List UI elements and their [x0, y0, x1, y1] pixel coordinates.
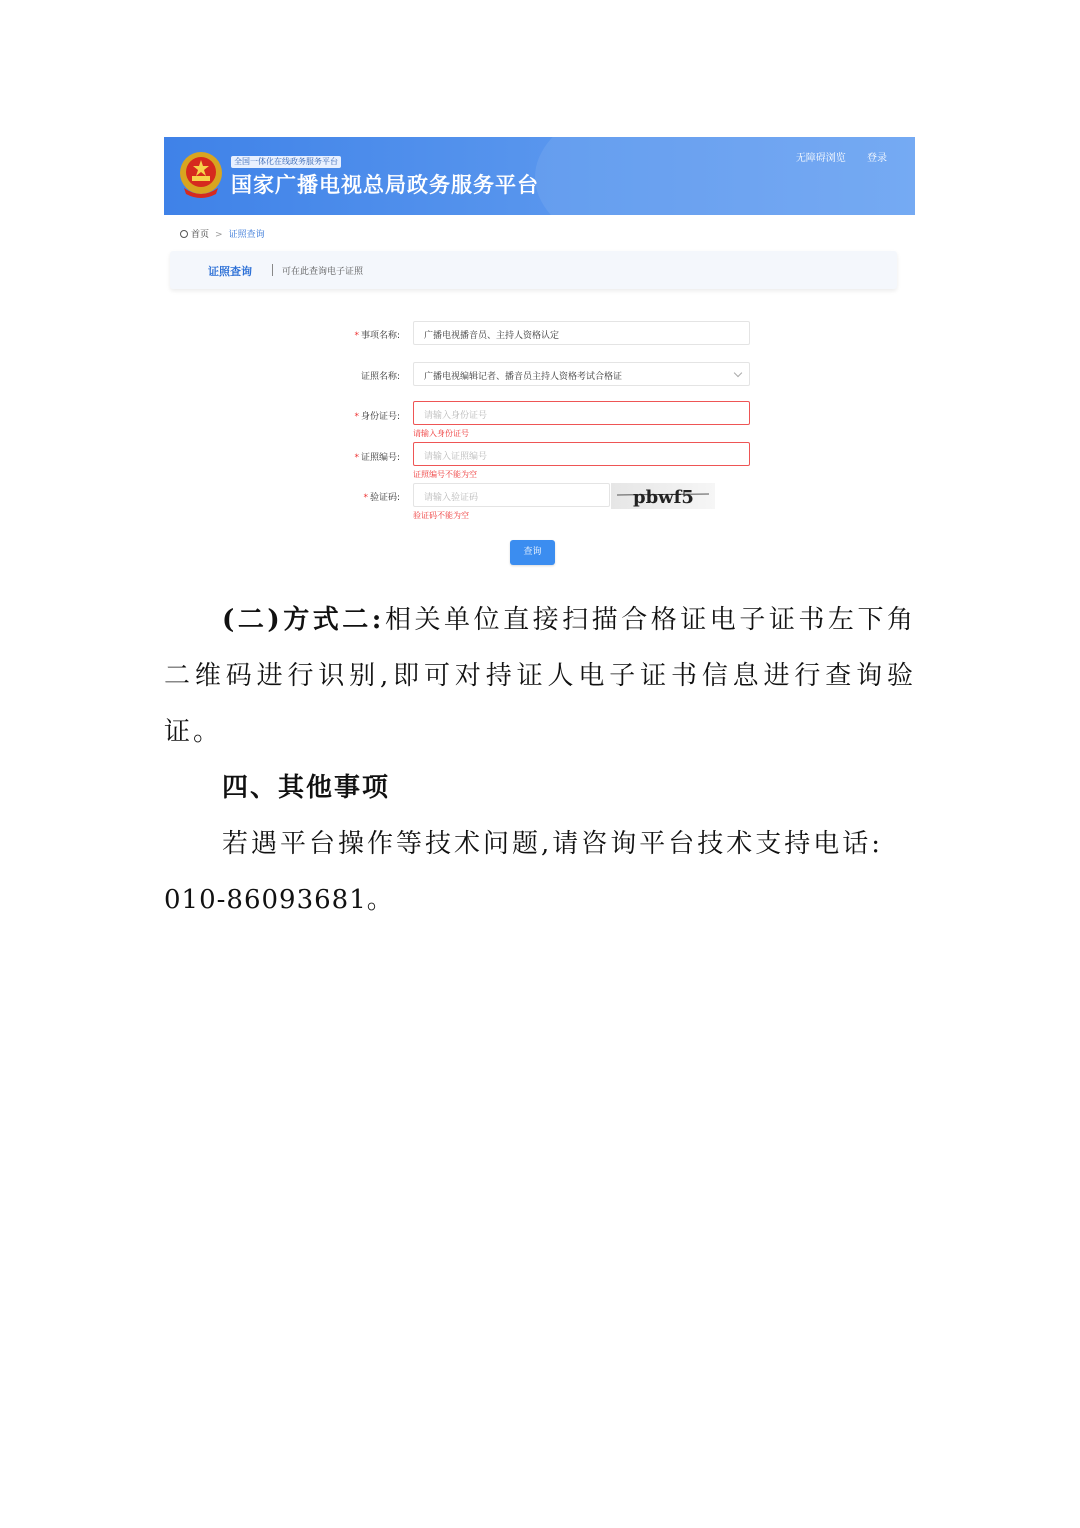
site-title: 国家广播电视总局政务服务平台	[231, 173, 539, 197]
id-number-label: * 身份证号:	[354, 412, 400, 422]
top-links	[778, 149, 887, 164]
method2-text: 相关单位直接扫描合格证电子证书左下角二维码进行识别,即可对持证人电子证书信息进行查询验证。	[164, 605, 916, 747]
cert-number-input[interactable]: 请输入证照编号	[413, 442, 750, 466]
method2-title: (二)方式二:	[222, 605, 385, 635]
cert-name-select[interactable]: 广播电视编辑记者、播音员主持人资格考试合格证	[413, 362, 750, 386]
method2-paragraph	[164, 592, 916, 760]
chevron-down-icon	[734, 369, 742, 377]
cert-number-label: * 证照编号:	[354, 453, 400, 463]
breadcrumb-current: 证照查询	[228, 230, 265, 240]
divider	[272, 264, 273, 276]
platform-tag: 全国一体化在线政务服务平台	[231, 156, 341, 168]
breadcrumb: 首页 > 证照查询	[180, 227, 265, 240]
tab-cert-query[interactable]: 证照查询	[208, 265, 252, 278]
accessibility-link[interactable]: 无障碍浏览	[795, 153, 846, 164]
item-name-label: * 事项名称:	[354, 331, 400, 341]
section-heading: 四、其他事项	[222, 773, 391, 803]
captcha-label: * 验证码:	[363, 493, 400, 503]
login-link[interactable]: 登录	[867, 153, 887, 164]
section-four	[164, 760, 916, 928]
captcha-error: 验证码不能为空	[413, 511, 469, 520]
captcha-image[interactable]	[611, 483, 715, 509]
item-name-field[interactable]: 广播电视播音员、主持人资格认定	[413, 321, 750, 345]
site-banner	[164, 137, 915, 215]
cert-name-label: 证照名称:	[360, 372, 400, 382]
id-number-error: 请输入身份证号	[413, 429, 469, 438]
card-hint: 可在此查询电子证照	[282, 267, 364, 277]
breadcrumb-home[interactable]: 首页	[191, 230, 210, 240]
national-emblem-icon	[178, 150, 224, 200]
home-icon	[180, 230, 188, 238]
captcha-text: pbwf5	[633, 487, 694, 508]
query-card-header	[170, 251, 897, 289]
cert-number-error: 证照编号不能为空	[413, 470, 477, 479]
embedded-screenshot	[164, 137, 915, 577]
query-button[interactable]: 查询	[510, 540, 555, 565]
support-phone: 010-86093681。	[164, 885, 394, 915]
id-number-input[interactable]: 请输入身份证号	[413, 401, 750, 425]
support-text: 若遇平台操作等技术问题,请咨询平台技术支持电话:	[222, 829, 884, 859]
captcha-input[interactable]: 请输入验证码	[413, 483, 610, 507]
